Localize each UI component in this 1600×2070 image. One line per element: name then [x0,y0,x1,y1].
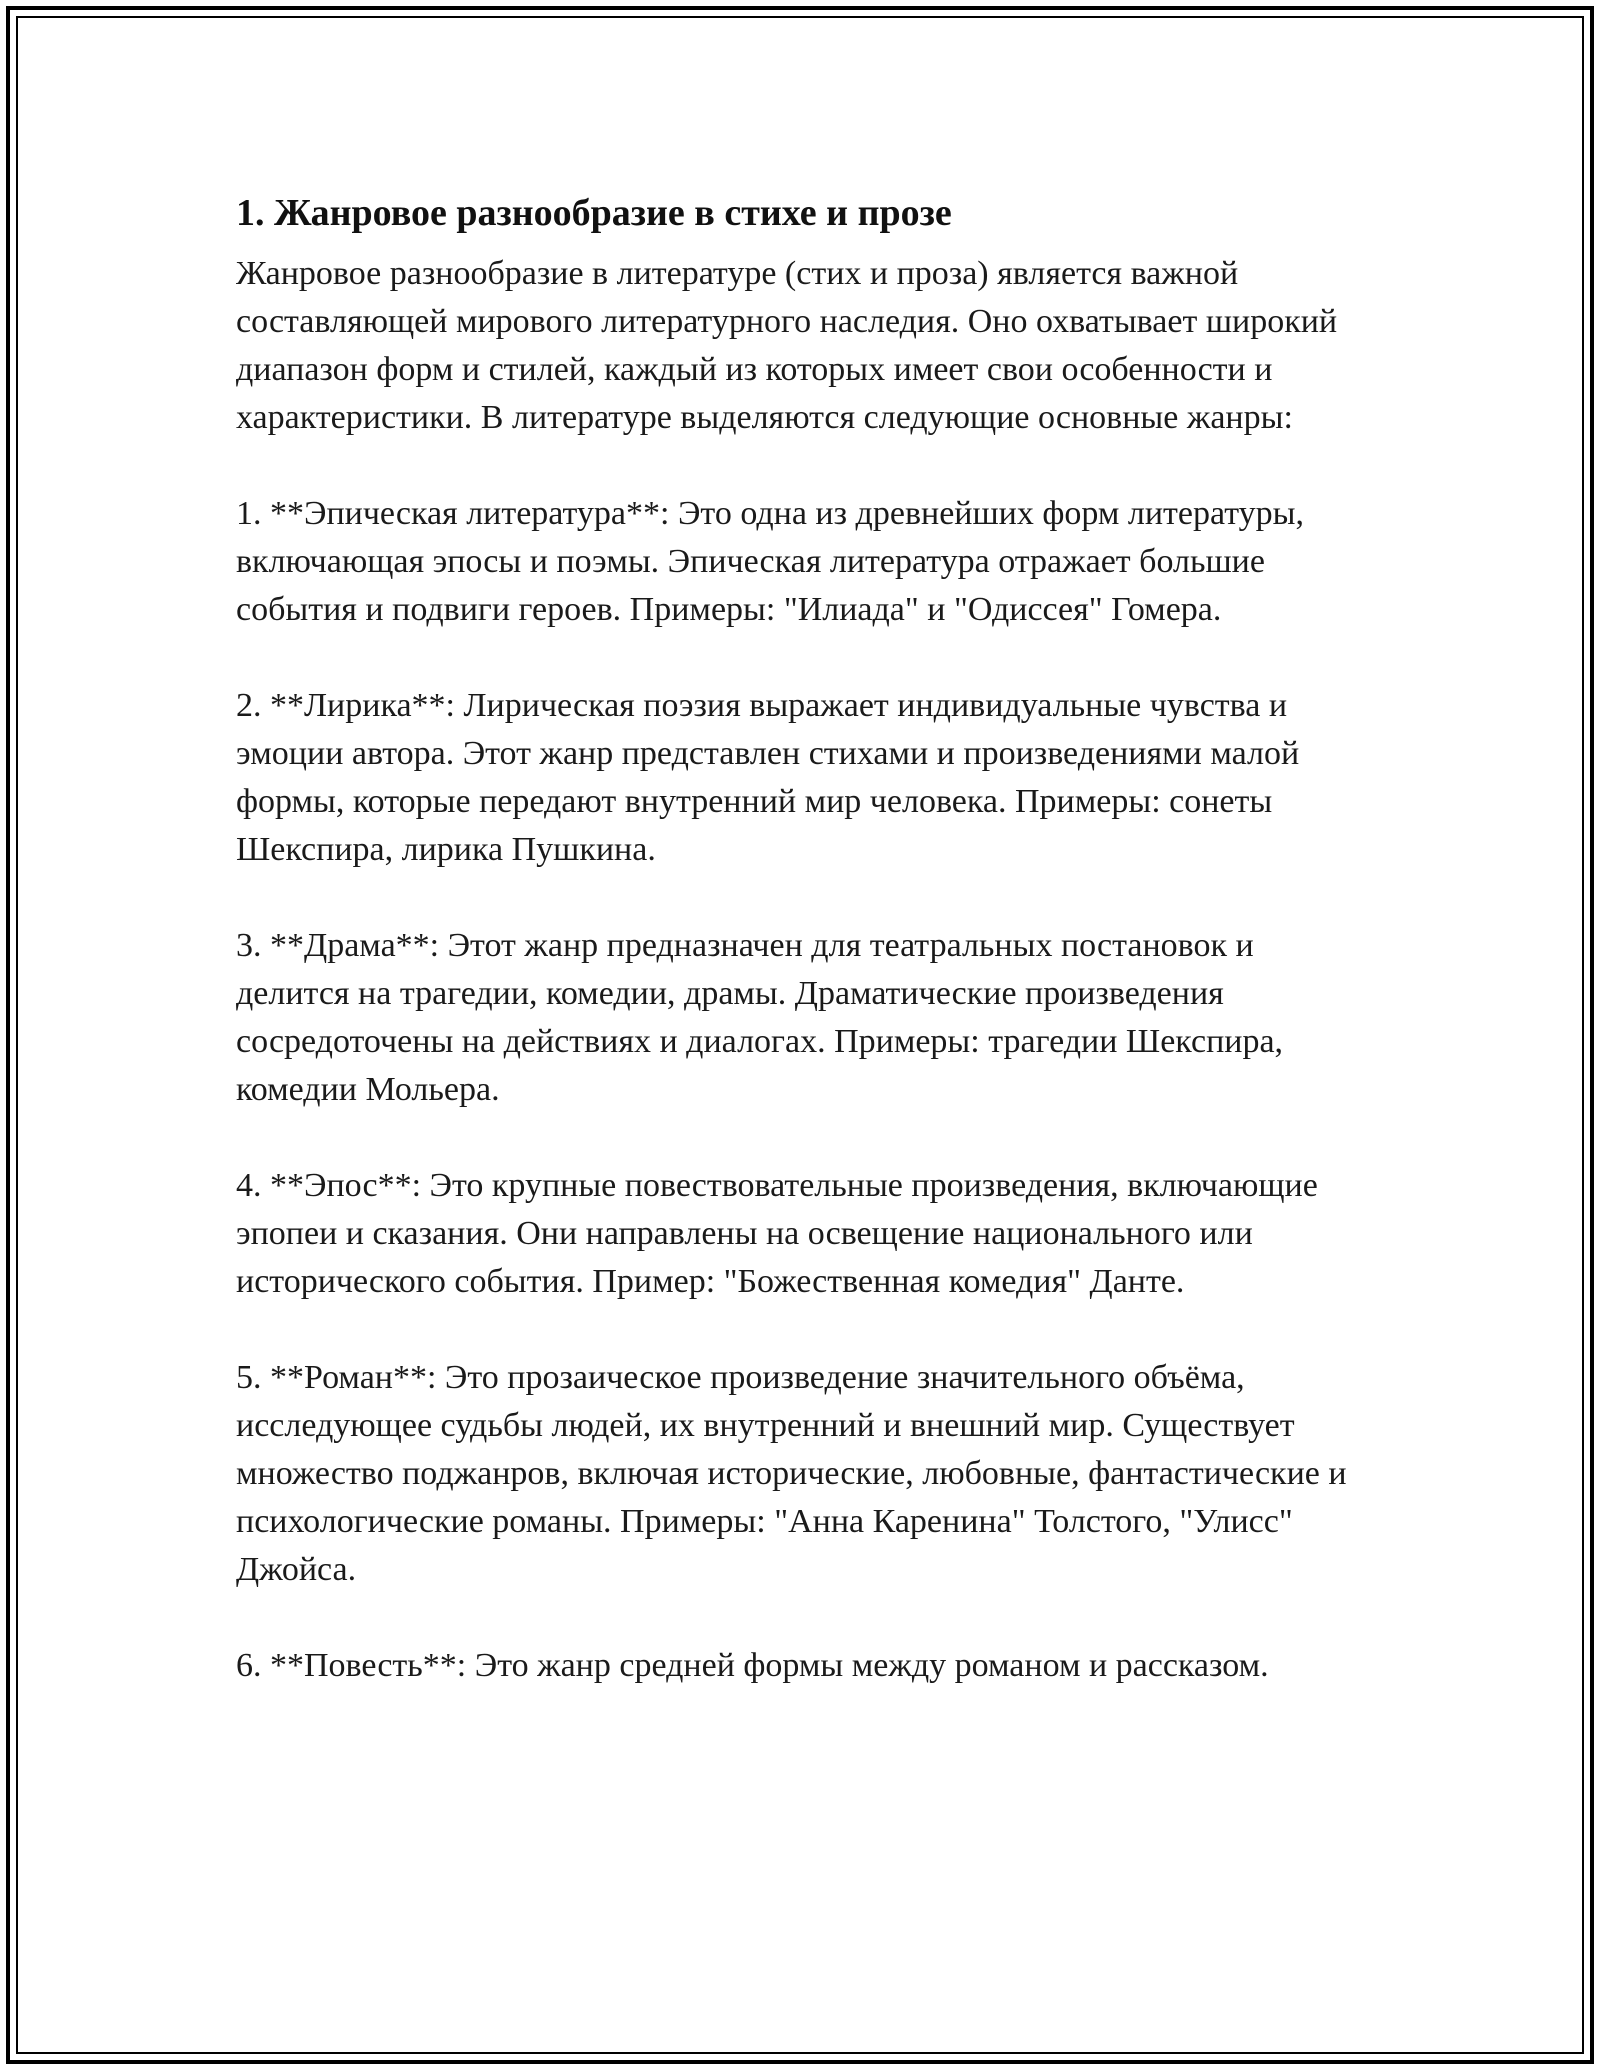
intro-paragraph: Жанровое разнообразие в литературе (стих и проза) является важной составляющей мирового литературного наследия. Оно охватывает широкий диапазон форм и стилей, каждый из которых имеет свои особенности и характеристики. В литературе выделяются следующие основные жанры: [236,255,1338,436]
document-page [236,186,1366,1738]
genre-item-drama: 3. **Драма**: Этот жанр предназначен для театральных постановок и делится на трагедии, комедии, драмы. Драматические произведения сосредоточены на действиях и диалогах. Примеры: трагедии Шекспира, комедии Мольера. [236,927,1284,1108]
genre-item-novella: 6. **Повесть**: Это жанр средней формы между романом и рассказом. [236,1647,1269,1684]
document-title: 1. Жанровое разнообразие в стихе и прозе [236,192,952,234]
genre-item-epic-literature: 1. **Эпическая литература**: Это одна из древнейших форм литературы, включающая эпосы и поэмы. Эпическая литература отражает большие события и подвиги героев. Примеры: "Илиада" и "Одиссея" Гомера. [236,495,1304,628]
genre-item-lyric: 2. **Лирика**: Лирическая поэзия выражает индивидуальные чувства и эмоции автора. Этот жанр представлен стихами и произведениями малой формы, которые передают внутренний мир человека. Примеры: сонеты Шекспира, лирика Пушкина. [236,687,1300,868]
genre-item-epos: 4. **Эпос**: Это крупные повествовательные произведения, включающие эпопеи и сказания. Они направлены на освещение национального или исторического события. Пример: "Божественная комедия" Данте. [236,1167,1318,1300]
genre-item-novel: 5. **Роман**: Это прозаическое произведение значительного объёма, исследующее судьбы людей, их внутренний и внешний мир. Существует множество поджанров, включая исторические, любовные, фантастические и психологические романы. Примеры: "Анна Каренина" Толстого, "Улисс" Джойса. [236,1359,1347,1588]
